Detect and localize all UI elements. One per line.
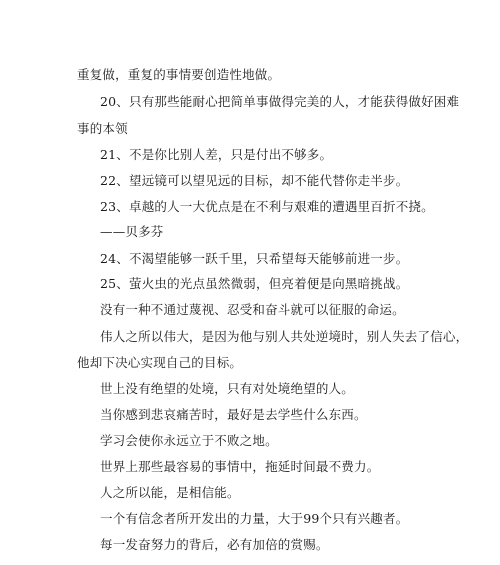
- text-line: 24、不渴望能够一跃千里，只希望每天能够前进一步。: [100, 251, 409, 266]
- text-line: 人之所以能，是相信能。: [100, 485, 240, 500]
- text-line: 每一发奋努力的背后，必有加倍的赏赐。: [100, 537, 329, 552]
- text-line: 世上没有绝望的处境，只有对处境绝望的人。: [100, 381, 355, 396]
- text-line: 没有一种不通过蔑视、忍受和奋斗就可以征服的命运。: [100, 302, 405, 317]
- text-line: 事的本领: [77, 121, 128, 136]
- text-line: 他却下决心实现自己的目标。: [77, 355, 243, 370]
- text-line: 世界上那些最容易的事情中，拖延时间最不费力。: [100, 459, 380, 474]
- attribution: ——贝多芬: [100, 224, 164, 239]
- text-line: 学习会使你永远立于不败之地。: [100, 433, 278, 448]
- text-line: 伟人之所以伟大，是因为他与别人共处逆境时，别人失去了信心，: [100, 329, 469, 344]
- text-line: 25、萤火虫的光点虽然微弱，但亮着便是向黑暗挑战。: [100, 276, 409, 291]
- text-line: 22、望远镜可以望见远的目标，却不能代替你走半步。: [100, 173, 409, 188]
- text-line: 一个有信念者所开发出的力量，大于99个只有兴趣者。: [100, 511, 409, 526]
- text-line: 21、不是你比别人差，只是付出不够多。: [100, 147, 333, 162]
- text-line: 当你感到悲哀痛苦时，最好是去学些什么东西。: [100, 407, 367, 422]
- text-line: 23、卓越的人一大优点是在不利与艰难的遭遇里百折不挠。: [100, 199, 434, 214]
- text-line: 20、只有那些能耐心把简单事做得完美的人，才能获得做好困难: [100, 94, 460, 109]
- text-line: 重复做，重复的事情要创造性地做。: [77, 67, 281, 82]
